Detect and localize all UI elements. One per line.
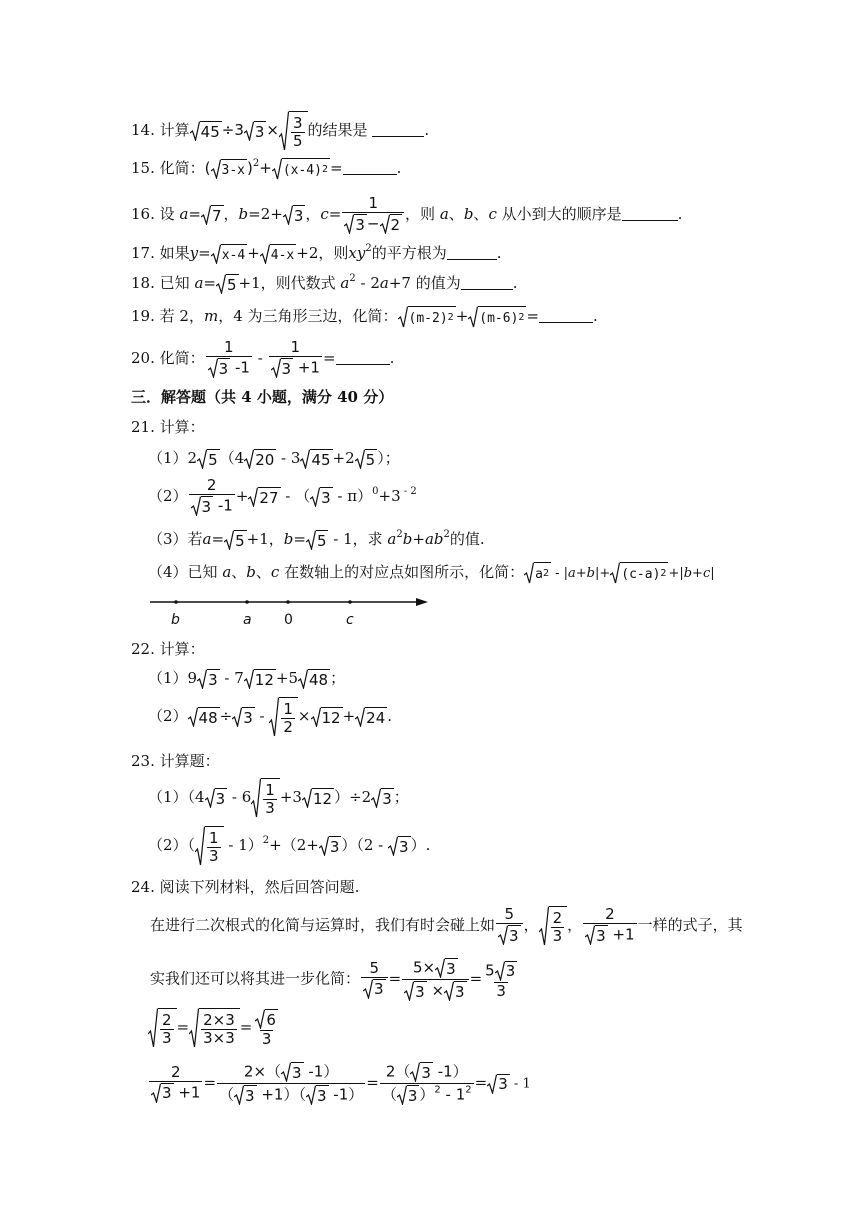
answer-blank[interactable] — [336, 364, 390, 365]
question-21: 21. 计算： — [131, 418, 205, 436]
point-b — [174, 600, 178, 604]
number-line-label-zero: 0 — [284, 612, 293, 628]
fraction: 1 3 -1 — [206, 340, 252, 378]
q24-paragraph-2: 实我们还可以将其进一步化简： $\frac{5}{3}$ = 5× 3 3 × 3 = 5 3 3 — [150, 958, 516, 1001]
q24-line-3: $\frac{2}{3}$ = $\frac{2\times 3}{3\times 3}$ = $\frac{6}{3}$ — [148, 1008, 281, 1048]
question-16: 16. 设 a= 7 ，b=2+ 3 ，c= 1 3 − 2 ，则 a、b、c 从小到大的顺序是 . — [131, 194, 683, 234]
point-a — [245, 600, 249, 604]
sqrt: 45 — [190, 121, 222, 141]
number-line-label-b: b — [171, 612, 180, 628]
fraction: 1 3 − 2 — [342, 196, 404, 234]
point-c — [348, 600, 352, 604]
answer-blank[interactable] — [622, 220, 678, 221]
fraction: 1 3 +1 — [269, 340, 322, 378]
sqrt: 3 — [244, 121, 267, 141]
question-24: 24. 阅读下列材料，然后回答问题. — [131, 878, 360, 896]
q21-part-4: （4）已知 a、b、c 在数轴上的对应点如图所示，化简： a 2 - |a+b|+ (c-a) 2 +|b+c| — [148, 562, 715, 584]
sqrt: 3-x — [211, 159, 247, 179]
sqrt: 3 — [283, 205, 306, 225]
answer-blank[interactable] — [447, 259, 497, 260]
number-line — [148, 594, 430, 610]
q24-paragraph-1: 在进行二次根式的化简与运算时，我们有时会碰上如 $\frac{5}{3}$ ， $\frac{2}{3}$ ， 2 3 +1 一样的式子，其 — [150, 905, 743, 945]
q22-part-2: （2） 48 ÷ 3 - $\frac{1}{2}$ × 12 + 24 . — [148, 697, 392, 737]
question-15: 15. 化简：( 3-x )$^2$+ (x-4) 2 = . — [131, 158, 401, 180]
q21-part-3: （3）若a= 5 +1，b= 5 - 1，求 $a^2b+ab^2$的值. — [148, 529, 485, 550]
q14-number: 14. — [131, 121, 155, 139]
sqrt: (x-4) 2 — [272, 158, 330, 180]
question-23: 23. 计算题： — [131, 752, 220, 770]
number-line-label-a: a — [243, 612, 252, 628]
answer-blank[interactable] — [539, 322, 593, 323]
section-3-heading: 三．解答题（共 4 小题，满分 40 分） — [131, 388, 394, 406]
sqrt: 5 — [216, 274, 239, 294]
question-17: 17. 如果y= x-4 + 4-x +2，则$xy^2$的平方根为 . — [131, 243, 502, 263]
question-14: 14. 计算 45 ÷3 3 × $\frac{3}{5}$ 的结果是 . — [131, 111, 429, 151]
sqrt: (m-6) 2 — [468, 306, 526, 328]
answer-blank[interactable] — [461, 289, 513, 290]
sqrt-fraction: $\frac{3}{5}$ — [279, 111, 308, 151]
q24-line-4: 2 3 +1 = 2×（ 3 -1） （ 3 +1）（ 3 -1） = 2（ 3 -1） （ 3 ）$^2 - 1^2$ = 3 - 1 — [148, 1062, 531, 1105]
answer-blank[interactable] — [343, 174, 397, 175]
q21-part-2: （2） 2 3 -1 + 27 - （ 3 - π）$^0$+3 $^{- 2}$ — [148, 476, 417, 516]
sqrt: (m-2) 2 — [398, 306, 456, 328]
q22-part-1: （1）9 3 - 7 12 +5 48 ； — [148, 669, 346, 689]
answer-blank[interactable] — [372, 136, 424, 137]
question-19: 19. 若 2，m，4 为三角形三边，化简： (m-2) 2 + (m-6) 2 = . — [131, 306, 598, 328]
question-22: 22. 计算： — [131, 640, 205, 658]
sqrt: 4-x — [260, 244, 296, 264]
sqrt: 7 — [201, 205, 224, 225]
point-zero — [286, 600, 290, 604]
q21-part-1: （1）2 5 （4 20 - 3 45 +2 5 ）； — [148, 449, 400, 469]
question-20: 20. 化简： 1 3 -1 - 1 3 +1 = . — [131, 338, 395, 378]
number-line-label-c: c — [346, 612, 354, 628]
question-18: 18. 已知 a= 5 +1，则代数式 $a^2 - 2a+7$ 的值为 . — [131, 273, 518, 294]
q23-part-1: （1）（4 3 - 6 $\frac{1}{3}$ +3 12 ）÷2 3 ； — [148, 778, 409, 818]
q23-part-2: （2）（ $\frac{1}{3}$ - 1）$^2$+（2+ 3 ）（2 - 3 ）. — [148, 826, 430, 866]
sqrt: x-4 — [211, 244, 247, 264]
